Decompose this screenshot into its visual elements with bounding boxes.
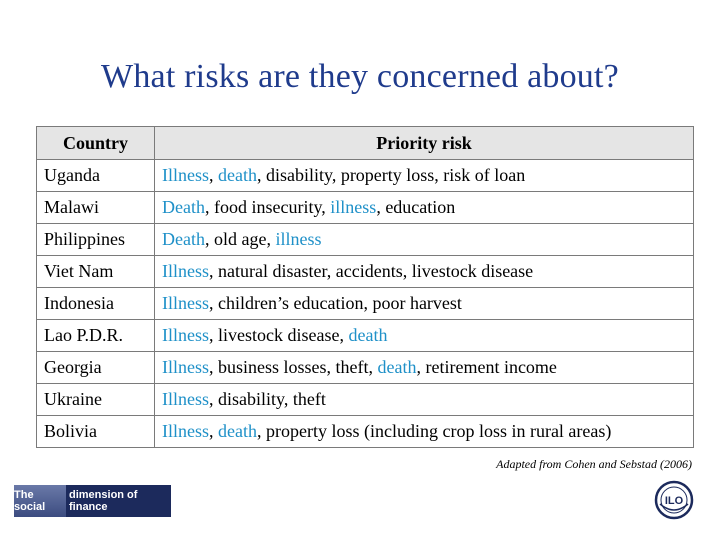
highlighted-risk: Illness	[162, 421, 209, 441]
highlighted-risk: Illness	[162, 165, 209, 185]
highlighted-risk: Illness	[162, 325, 209, 345]
ilo-logo	[654, 480, 694, 520]
risk-text: , children’s education, poor harvest	[209, 293, 462, 313]
social-finance-logo	[14, 485, 171, 517]
table-row	[37, 256, 694, 288]
risk-text: ,	[209, 421, 218, 441]
highlighted-risk: death	[377, 357, 417, 377]
risk-table-body	[37, 160, 694, 448]
risk-text: , retirement income	[416, 357, 557, 377]
header-priority-risk: Priority risk	[155, 127, 694, 160]
priority-risk-cell	[155, 416, 694, 448]
table-header-row	[37, 127, 694, 160]
risk-text: , disability, theft	[209, 389, 326, 409]
highlighted-risk: death	[218, 165, 257, 185]
country-cell: Philippines	[37, 224, 155, 256]
logo-part-b: dimension of finance	[66, 485, 171, 517]
country-cell: Uganda	[37, 160, 155, 192]
highlighted-risk: Illness	[162, 261, 209, 281]
risk-text: , disability, property loss, risk of loan	[256, 165, 526, 185]
priority-risk-cell	[155, 384, 694, 416]
risk-table	[36, 126, 694, 448]
risk-text: , old age,	[204, 229, 276, 249]
logo-part-a: The social	[14, 485, 66, 517]
country-cell: Viet Nam	[37, 256, 155, 288]
header-country: Country	[37, 127, 155, 160]
country-cell: Bolivia	[37, 416, 155, 448]
country-cell: Lao P.D.R.	[37, 320, 155, 352]
table-row	[37, 416, 694, 448]
risk-text: , business losses, theft,	[209, 357, 378, 377]
risk-text: , education	[376, 197, 456, 217]
table-row	[37, 320, 694, 352]
priority-risk-cell	[155, 288, 694, 320]
priority-risk-cell	[155, 224, 694, 256]
priority-risk-cell	[155, 160, 694, 192]
country-cell: Malawi	[37, 192, 155, 224]
highlighted-risk: illness	[275, 229, 322, 249]
ilo-logo-text: ILO	[664, 495, 684, 507]
table-row	[37, 160, 694, 192]
table-row	[37, 384, 694, 416]
slide-title: What risks are they concerned about?	[101, 58, 619, 95]
source-citation: Adapted from Cohen and Sebstad (2006)	[496, 457, 692, 471]
priority-risk-cell	[155, 320, 694, 352]
highlighted-risk: Death	[162, 197, 205, 217]
priority-risk-cell	[155, 192, 694, 224]
table-row	[37, 352, 694, 384]
table-row	[37, 224, 694, 256]
country-cell: Indonesia	[37, 288, 155, 320]
highlighted-risk: Death	[162, 229, 205, 249]
risk-text: , natural disaster, accidents, livestock disease	[209, 261, 534, 281]
highlighted-risk: death	[218, 421, 257, 441]
highlighted-risk: death	[348, 325, 388, 345]
table-row	[37, 192, 694, 224]
priority-risk-cell	[155, 256, 694, 288]
highlighted-risk: illness	[330, 197, 377, 217]
risk-text: ,	[209, 165, 218, 185]
highlighted-risk: Illness	[162, 293, 209, 313]
risk-text: , livestock disease,	[209, 325, 349, 345]
table-row	[37, 288, 694, 320]
country-cell: Georgia	[37, 352, 155, 384]
country-cell: Ukraine	[37, 384, 155, 416]
priority-risk-cell	[155, 352, 694, 384]
risk-text: , food insecurity,	[204, 197, 331, 217]
highlighted-risk: Illness	[162, 357, 209, 377]
risk-text: , property loss (including crop loss in rural areas)	[256, 421, 612, 441]
highlighted-risk: Illness	[162, 389, 209, 409]
